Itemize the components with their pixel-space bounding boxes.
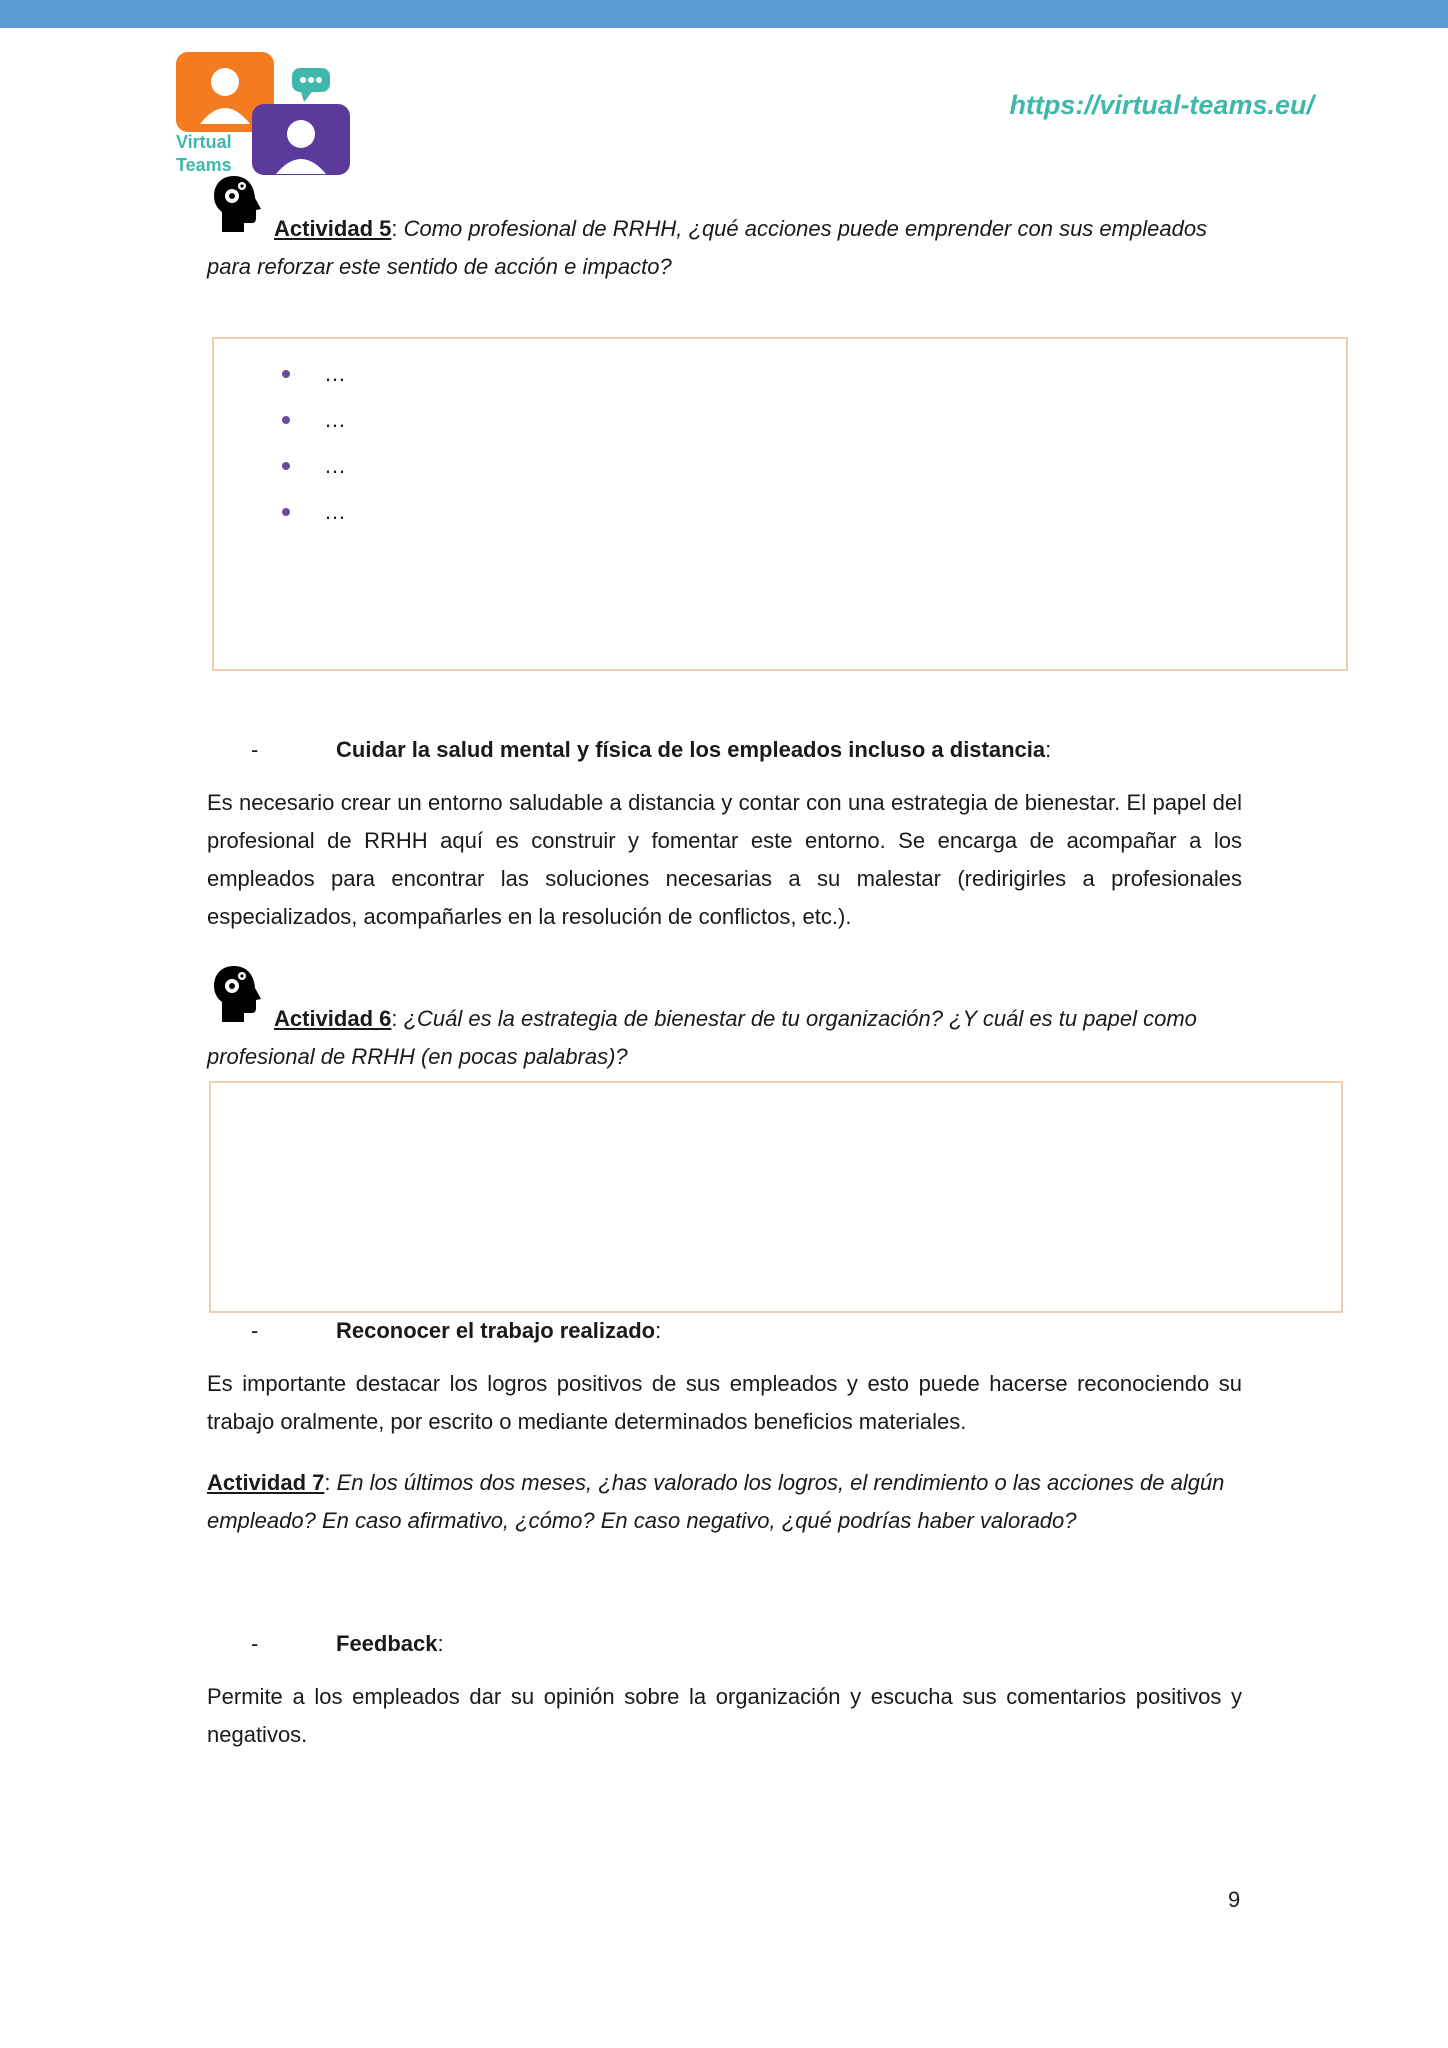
paragraph-feedback: Permite a los empleados dar su opinión sobre la organización y escucha sus comentarios positivos y negativos.	[207, 1684, 1242, 1747]
activity-7: Actividad 7: En los últimos dos meses, ¿has valorado los logros, el rendimiento o las acciones de algún empleado? En caso afirmativo, ¿cómo? En caso negativo, ¿qué podrías haber valorado?	[207, 1470, 1225, 1533]
activity-6-label: Actividad 6	[274, 1006, 392, 1031]
activity-6-question: ¿Cuál es la estrategia de bienestar de tu organización? ¿Y cuál es tu papel como profesional de RRHH (en pocas palabras)?	[207, 1006, 1197, 1069]
section-title: Cuidar la salud mental y física de los empleados incluso a distancia	[336, 737, 1046, 762]
section-heading-recognition: - Reconocer el trabajo realizado:	[251, 1318, 662, 1343]
activity-5-label: Actividad 5	[274, 216, 392, 241]
section-heading-health: - Cuidar la salud mental y física de los empleados incluso a distancia:	[251, 737, 1052, 762]
logo-text-teams: Teams	[176, 155, 232, 175]
activity-5-answer-box[interactable]	[212, 337, 1348, 671]
activity-6: Actividad 6: ¿Cuál es la estrategia de bienestar de tu organización? ¿Y cuál es tu papel como profesional de RRHH (en pocas palabras)?	[207, 1006, 1197, 1069]
list-item: …	[282, 351, 346, 397]
bullet-icon	[282, 416, 290, 424]
activity-7-question: En los últimos dos meses, ¿has valorado los logros, el rendimiento o las acciones de algún empleado? En caso afirmativo, ¿cómo? En caso negativo, ¿qué podrías haber valorado?	[207, 1470, 1225, 1533]
page-number: 9	[1228, 1887, 1241, 1912]
activity-6-answer-box[interactable]	[209, 1081, 1343, 1313]
list-item: …	[282, 443, 346, 489]
list-item: …	[282, 397, 346, 443]
paragraph-recognition: Es importante destacar los logros positivos de sus empleados y esto puede hacerse reconociendo su trabajo oralmente, por escrito o mediante determinados beneficios materiales.	[207, 1371, 1242, 1434]
activity-7-label: Actividad 7	[207, 1470, 325, 1495]
section-title: Reconocer el trabajo realizado	[336, 1318, 656, 1343]
top-bar	[0, 0, 1448, 28]
activity-5: Actividad 5: Como profesional de RRHH, ¿qué acciones puede emprender con sus empleados para reforzar este sentido de acción e impacto?	[207, 216, 1208, 279]
logo-text-virtual: Virtual	[176, 132, 232, 152]
activity-5-question: Como profesional de RRHH, ¿qué acciones puede emprender con sus empleados para reforzar este sentido de acción e impacto?	[207, 216, 1208, 279]
bullet-icon	[282, 370, 290, 378]
website-url[interactable]: https://virtual-teams.eu/	[1009, 90, 1314, 120]
bullet-icon	[282, 508, 290, 516]
list-item: …	[282, 489, 346, 535]
paragraph-health: Es necesario crear un entorno saludable a distancia y contar con una estrategia de bienestar. El papel del profesional de RRHH aquí es construir y fomentar este entorno. Se encarga de acompañar a los empleados para encontrar las soluciones necesarias a su malestar (redirigirles a profesionales especializados, acompañarles en la resolución de conflictos, etc.).	[207, 790, 1242, 929]
section-title: Feedback	[336, 1631, 438, 1656]
section-heading-feedback: - Feedback:	[251, 1631, 444, 1656]
virtual-teams-logo	[176, 52, 354, 177]
bullet-list	[282, 351, 346, 535]
bullet-icon	[282, 462, 290, 470]
